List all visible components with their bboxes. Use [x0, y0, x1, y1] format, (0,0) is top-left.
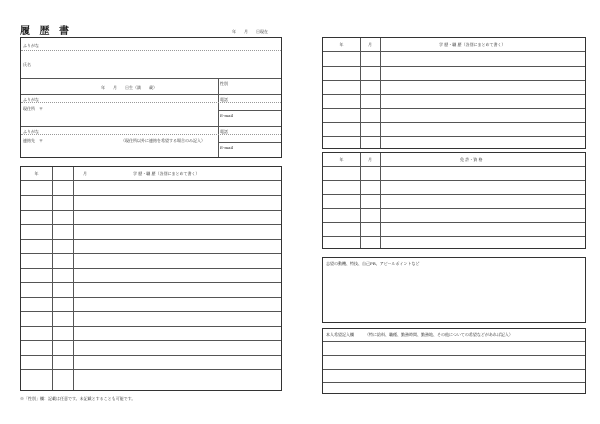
footer-note: ※「性別」欄：記載は任意です。未記載とすることも可能です。	[20, 396, 136, 401]
row-line	[323, 222, 585, 223]
row-line	[323, 355, 585, 356]
row-line	[323, 51, 585, 52]
row-line	[323, 180, 585, 181]
birth-divider	[21, 94, 281, 95]
row-line	[21, 282, 281, 283]
row-line	[21, 239, 281, 240]
year-column-divider	[52, 167, 53, 390]
row-line	[21, 210, 281, 211]
date-label: 年 月 日現在	[232, 29, 268, 34]
name-divider	[21, 78, 281, 79]
phone-divider	[218, 110, 281, 111]
row-line	[21, 369, 281, 370]
row-line	[21, 355, 281, 356]
address-label: 現住所 〒	[23, 106, 43, 111]
row-line	[21, 253, 281, 254]
row-line	[323, 66, 585, 67]
motivation-heading: 志望の動機、特技、自己PR、アピールポイントなど	[326, 261, 420, 266]
license-table	[322, 152, 586, 249]
gender-label: 性別	[220, 81, 228, 86]
month-header: 月	[83, 171, 87, 176]
month-column-divider	[380, 153, 381, 248]
year-column-divider	[360, 153, 361, 248]
furigana-label-3: ふりがな	[23, 129, 39, 134]
row-line	[21, 326, 281, 327]
name-label: 氏名	[23, 62, 31, 67]
row-line	[323, 236, 585, 237]
wishes-box	[322, 328, 586, 394]
row-line	[323, 122, 585, 123]
furigana-label-2: ふりがな	[23, 97, 39, 102]
month-header: 月	[368, 42, 372, 47]
row-line	[21, 268, 281, 269]
year-header: 年	[34, 171, 39, 176]
email-label-2: E-mail	[220, 145, 234, 150]
phone-label: 電話	[220, 97, 228, 102]
month-header: 月	[368, 157, 372, 162]
wishes-note: （特に給料、職種、勤務時間、勤務地、その他についての希望などがあれば記入）	[365, 332, 513, 337]
birth-label: 年 月 日生（満 歳）	[101, 85, 157, 90]
furigana-divider-3	[21, 134, 281, 135]
contact-label: 連絡先 〒	[23, 138, 43, 143]
email-label: E-mail	[220, 113, 234, 118]
row-line	[21, 224, 281, 225]
row-line	[21, 180, 281, 181]
address-divider	[21, 126, 281, 127]
page-title: 履 歴 書	[20, 26, 72, 37]
furigana-divider	[21, 50, 281, 51]
row-line	[21, 195, 281, 196]
history-table-right	[322, 37, 586, 149]
license-heading: 免 許・資 格	[460, 157, 483, 162]
history-table-left	[20, 166, 282, 391]
row-line	[323, 94, 585, 95]
row-line	[21, 340, 281, 341]
contact-note: （現住所以外に連絡を希望する場合のみ記入）	[121, 138, 205, 143]
row-line	[323, 166, 585, 167]
row-line	[21, 297, 281, 298]
row-line	[323, 136, 585, 137]
phone-label-2: 電話	[220, 129, 228, 134]
furigana-divider-2	[21, 102, 281, 103]
motivation-box	[322, 257, 586, 323]
month-column-divider	[73, 167, 74, 390]
furigana-label: ふりがな	[23, 43, 39, 48]
row-line	[323, 382, 585, 383]
year-header: 年	[339, 42, 344, 47]
row-line	[323, 208, 585, 209]
wishes-heading: 本人希望記入欄	[326, 332, 354, 337]
year-column-divider	[360, 38, 361, 148]
personal-info-section	[20, 37, 282, 158]
row-line	[21, 311, 281, 312]
row-line	[323, 80, 585, 81]
history-heading: 学 歴・職 歴（各別にまとめて書く）	[439, 42, 506, 47]
row-line	[323, 369, 585, 370]
year-header: 年	[339, 157, 344, 162]
row-line	[323, 341, 585, 342]
row-line	[323, 194, 585, 195]
history-heading: 学 歴・職 歴（各別にまとめて書く）	[133, 171, 200, 176]
month-column-divider	[380, 38, 381, 148]
row-line	[323, 108, 585, 109]
phone-divider-2	[218, 142, 281, 143]
right-column-divider	[218, 78, 219, 157]
